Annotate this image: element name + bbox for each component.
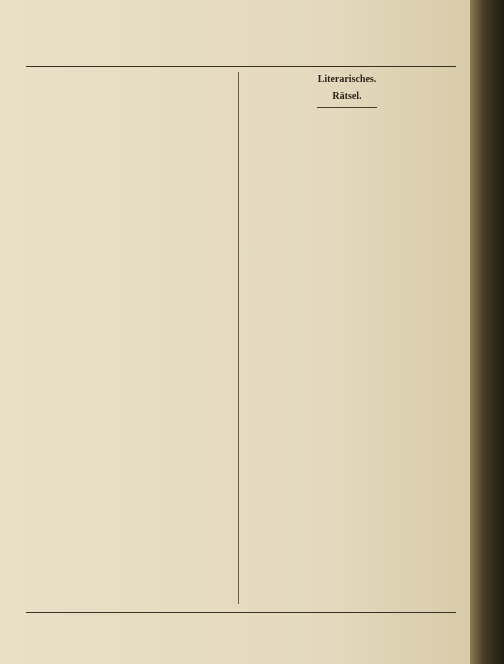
right-column [244, 72, 450, 604]
riddle-divider [317, 107, 377, 108]
column-divider [238, 72, 239, 604]
page-header [26, 48, 456, 67]
literature-heading: Literarisches. [317, 74, 377, 85]
book-binding-edge [470, 0, 504, 664]
page-footer [26, 612, 456, 635]
riddle-heading: Rätsel. [332, 91, 362, 102]
left-column [26, 72, 232, 604]
